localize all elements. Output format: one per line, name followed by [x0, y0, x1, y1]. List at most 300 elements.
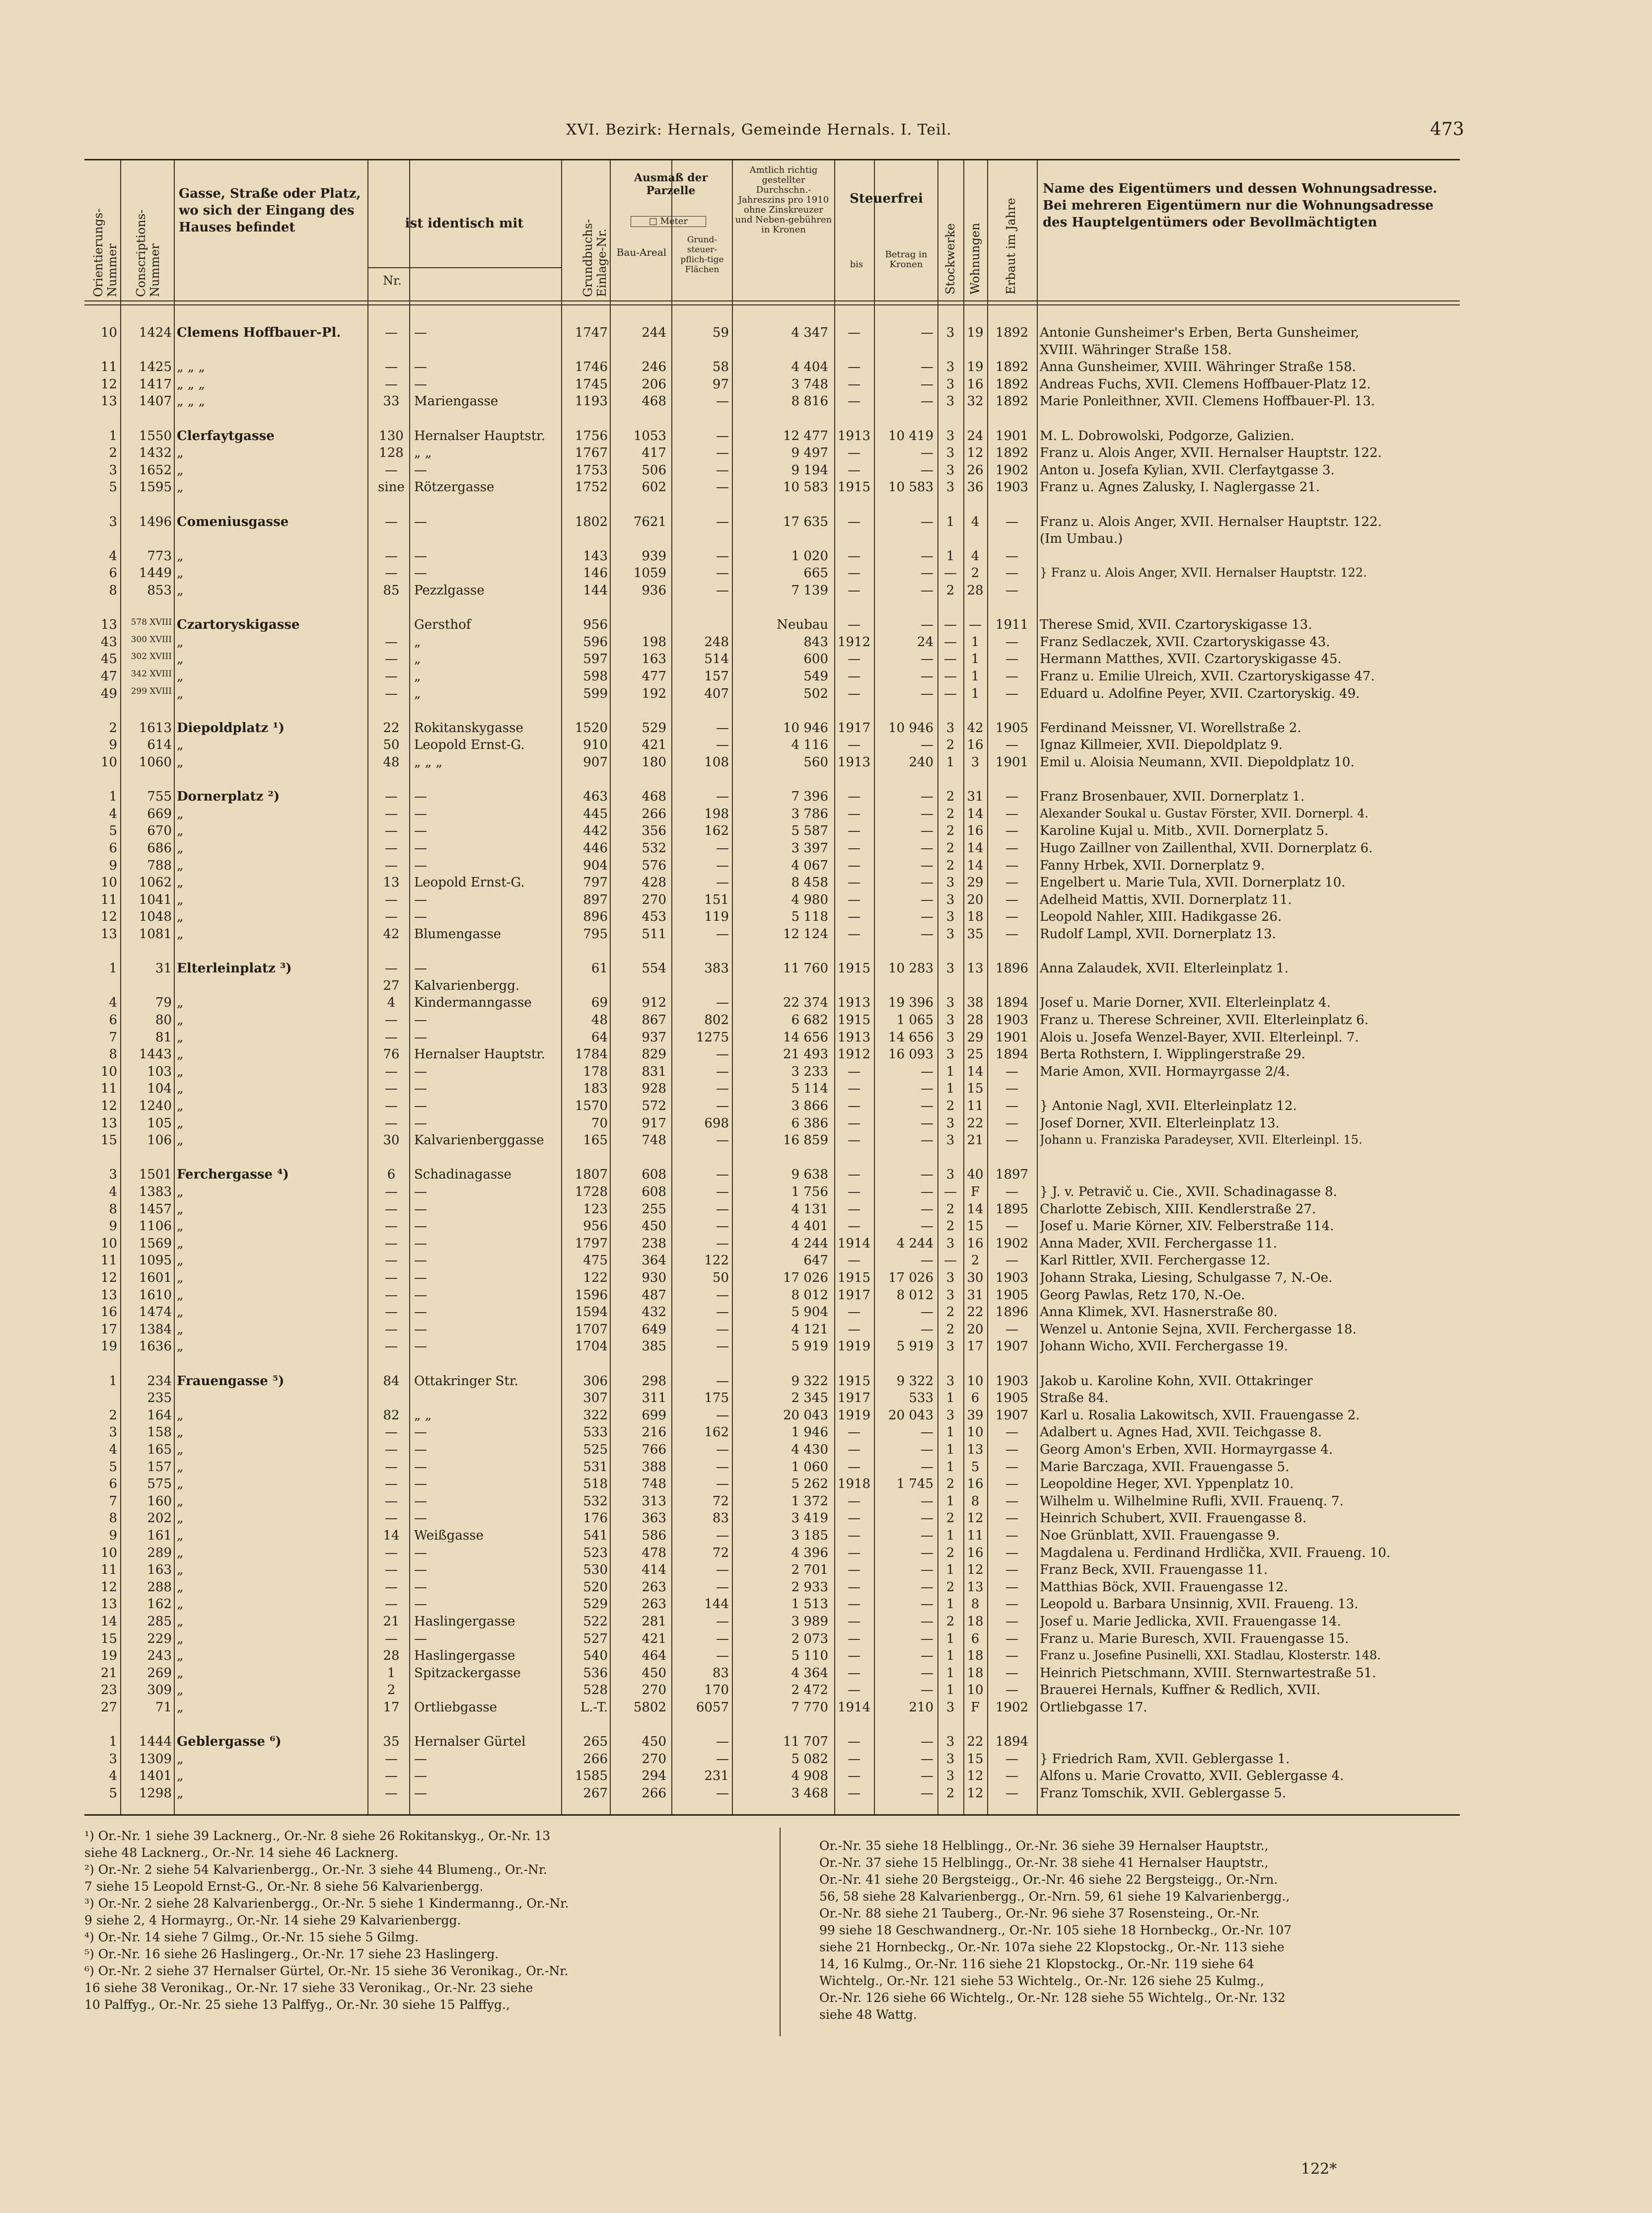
col-header-orientierung: Orientierungs-Nummer: [91, 208, 119, 297]
cell-betrag: —: [921, 1734, 934, 1750]
cell-grund: 6057: [696, 1700, 729, 1715]
cell-grundbuch: 267: [583, 1786, 608, 1801]
cell-bis: —: [848, 909, 861, 925]
cell-betrag: —: [921, 394, 934, 409]
cell-erbaut: —: [1006, 1614, 1018, 1629]
cell-nr: —: [385, 1459, 398, 1475]
cell-conscription: 1240: [139, 1099, 172, 1113]
cell-orientierung: 19: [100, 1648, 117, 1664]
cell-grundbuch: 1756: [575, 428, 608, 443]
cell-name: Josef u. Marie Körner, XIV. Felberstraße 114.: [1040, 1219, 1334, 1234]
cell-bau: 478: [642, 1545, 666, 1560]
cell-bis: —: [848, 1253, 861, 1268]
cell-bis: —: [848, 1064, 861, 1079]
cell-grund: —: [716, 428, 729, 443]
cell-erbaut: 1894: [995, 1734, 1029, 1750]
cell-stockwerke: 3: [946, 1270, 955, 1285]
cell-name: Emil u. Aloisia Neumann, XVII. Diepoldplatz 10.: [1040, 755, 1355, 770]
cell-grundbuch: 1594: [575, 1305, 608, 1320]
cell-nr: 1: [387, 1665, 396, 1681]
table-row: [84, 566, 1460, 583]
cell-erbaut: —: [1006, 669, 1018, 684]
cell-conscription: 1401: [139, 1769, 172, 1784]
cell-grund: —: [716, 394, 729, 409]
cell-bau: 270: [642, 1683, 666, 1698]
cell-bis: —: [848, 514, 861, 529]
cell-stockwerke: 3: [946, 1115, 955, 1131]
cell-bis: —: [848, 1201, 861, 1217]
cell-name: Fanny Hrbek, XVII. Dornerplatz 9.: [1040, 858, 1265, 873]
cell-stockwerke: 3: [946, 325, 955, 340]
cell-gasse: „: [177, 548, 184, 564]
cell-erbaut: —: [1006, 634, 1018, 650]
cell-nr: —: [385, 1081, 398, 1097]
register-table: [84, 159, 1460, 1816]
cell-identisch: Rokitanskygasse: [414, 720, 523, 736]
cell-conscription: 686: [147, 841, 172, 856]
table-row: [84, 1184, 1460, 1201]
cell-grund: 119: [704, 909, 729, 925]
cell-betrag: —: [921, 1751, 934, 1767]
cell-name: Franz Sedlaczek, XVII. Czartoryskigasse 43.: [1040, 634, 1330, 650]
cell-wohnungen: 4: [971, 548, 980, 564]
cell-gasse: „: [177, 686, 184, 701]
cell-conscription: 1095: [139, 1253, 172, 1268]
cell-nr: —: [385, 1562, 398, 1578]
cell-grundbuch: 307: [583, 1391, 608, 1406]
cell-wohnungen: 30: [967, 1270, 984, 1285]
cell-identisch: —: [414, 1476, 427, 1492]
cell-wohnungen: 2: [971, 1253, 980, 1268]
cell-gasse: „: [177, 806, 184, 821]
cell-wohnungen: 18: [967, 1614, 984, 1629]
cell-zins: 9 194: [791, 462, 828, 478]
cell-erbaut: 1907: [995, 1339, 1029, 1354]
cell-nr: 84: [383, 1373, 400, 1389]
cell-grund: —: [716, 1287, 729, 1303]
cell-zins: 7 139: [791, 583, 828, 598]
cell-wohnungen: 10: [967, 1425, 984, 1440]
cell-name: Antonie Gunsheimer's Erben, Berta Gunsheimer,: [1040, 325, 1360, 340]
table-row: [84, 1786, 1460, 1803]
cell-orientierung: 6: [109, 1013, 117, 1028]
cell-bis: —: [848, 1614, 861, 1629]
cell-grundbuch: 442: [583, 823, 608, 839]
table-row: [84, 1597, 1460, 1614]
cell-wohnungen: —: [969, 617, 982, 633]
cell-zins: 5 118: [791, 909, 828, 925]
cell-grund: 83: [712, 1511, 729, 1526]
cell-wohnungen: 40: [967, 1167, 984, 1182]
cell-nr: 21: [383, 1614, 400, 1629]
cell-grundbuch: 1767: [575, 445, 608, 461]
cell-name: Franz u. Alois Anger, XVII. Hernalser Hauptstr. 122.: [1040, 514, 1382, 529]
cell-identisch: —: [414, 1201, 427, 1217]
cell-bau: 364: [642, 1253, 666, 1268]
cell-orientierung: 12: [100, 1270, 117, 1285]
cell-grundbuch: 599: [583, 686, 608, 701]
cell-identisch: —: [414, 514, 427, 529]
cell-nr: 35: [383, 1734, 400, 1750]
cell-bis: —: [848, 462, 861, 478]
cell-stockwerke: 3: [946, 1013, 955, 1028]
cell-grundbuch: 306: [583, 1373, 608, 1389]
cell-stockwerke: 3: [946, 1373, 955, 1389]
cell-orientierung: 2: [109, 445, 117, 461]
cell-grundbuch: 64: [591, 1030, 608, 1045]
table-row: [84, 875, 1460, 892]
cell-orientierung: 2: [109, 1407, 117, 1423]
col-header-betrag: Betrag in Kronen: [885, 249, 928, 270]
running-header: XVI. Bezirk: Hernals, Gemeinde Hernals. I. Teil.: [566, 121, 952, 139]
cell-wohnungen: 22: [967, 1305, 984, 1320]
cell-grund: 248: [704, 634, 729, 650]
col-header-ausmass: Ausmaß der Parzelle: [634, 171, 708, 197]
cell-conscription: 1041: [139, 892, 172, 907]
cell-name: Ferdinand Meissner, VI. Worellstraße 2.: [1040, 720, 1301, 736]
cell-betrag: —: [921, 325, 934, 340]
cell-zins: 4 244: [791, 1236, 828, 1251]
cell-betrag: 5 919: [896, 1339, 934, 1354]
cell-bis: 1912: [837, 1047, 871, 1062]
cell-identisch: Ottakringer Str.: [414, 1373, 518, 1389]
cell-erbaut: —: [1006, 927, 1018, 942]
table-row: [84, 583, 1460, 600]
table-row: [84, 1202, 1460, 1219]
cell-stockwerke: 3: [946, 1030, 955, 1045]
cell-grund: —: [716, 1305, 729, 1320]
table-row: [84, 1528, 1460, 1545]
cell-orientierung: 10: [100, 1064, 117, 1079]
cell-gasse: Ferchergasse ⁴): [177, 1167, 289, 1182]
cell-wohnungen: 1: [971, 652, 980, 667]
cell-nr: —: [385, 1030, 398, 1045]
cell-bau: 699: [642, 1407, 666, 1423]
cell-zins: 17 026: [783, 1270, 828, 1285]
cell-wohnungen: 28: [967, 583, 984, 598]
cell-grund: —: [716, 1184, 729, 1199]
cell-bis: 1915: [837, 480, 871, 495]
cell-zins: 7 396: [791, 789, 828, 805]
cell-bau: 468: [642, 789, 666, 805]
cell-wohnungen: 42: [967, 720, 984, 736]
cell-bis: —: [848, 1683, 861, 1698]
cell-conscription: 853: [147, 583, 172, 598]
cell-grundbuch: 61: [591, 961, 608, 976]
cell-stockwerke: 3: [946, 1769, 955, 1784]
cell-bis: —: [848, 652, 861, 667]
cell-erbaut: —: [1006, 514, 1018, 529]
cell-orientierung: 1: [109, 961, 117, 976]
cell-erbaut: 1903: [995, 1373, 1029, 1389]
cell-betrag: —: [921, 360, 934, 375]
cell-name: Leopold u. Barbara Unsinnig, XVII. Fraueng. 13.: [1040, 1597, 1359, 1612]
cell-stockwerke: 2: [946, 1511, 955, 1526]
cell-zins: 4 396: [791, 1545, 828, 1560]
footnote-line: ¹) Or.-Nr. 1 siehe 39 Lacknerg., Or.-Nr. 8 siehe 26 Rokitanskyg., Or.-Nr. 13: [84, 1829, 551, 1843]
cell-gasse: „: [177, 1425, 184, 1440]
cell-gasse: „: [177, 892, 184, 907]
cell-wohnungen: 19: [967, 360, 984, 375]
cell-stockwerke: 2: [946, 1322, 955, 1337]
cell-identisch: Haslingergasse: [414, 1614, 515, 1629]
cell-conscription: 1636: [139, 1339, 172, 1354]
cell-zins: 665: [803, 566, 828, 581]
cell-identisch: —: [414, 789, 427, 805]
cell-bau: 748: [642, 1133, 666, 1148]
cell-bis: 1917: [837, 1287, 871, 1303]
cell-nr: —: [385, 325, 398, 340]
cell-wohnungen: 15: [967, 1219, 984, 1234]
cell-orientierung: 1: [109, 1373, 117, 1389]
cell-grundbuch: 527: [583, 1631, 608, 1646]
table-row: [84, 1562, 1460, 1579]
table-row: [84, 411, 1460, 428]
cell-identisch: —: [414, 892, 427, 907]
table-row: [84, 1270, 1460, 1287]
cell-zins: 9 497: [791, 445, 828, 461]
cell-conscription: 105: [147, 1115, 172, 1131]
cell-bau: 453: [642, 909, 666, 925]
cell-conscription: 302 XVIII: [131, 652, 172, 662]
footnote-line: ⁴) Or.-Nr. 14 siehe 7 Gilmg., Or.-Nr. 15 siehe 5 Gilmg.: [84, 1930, 419, 1944]
cell-wohnungen: 12: [967, 445, 984, 461]
cell-grundbuch: 523: [583, 1545, 608, 1560]
cell-bau: 385: [642, 1339, 666, 1354]
cell-gasse: Geblergasse ⁶): [177, 1734, 282, 1750]
cell-conscription: 755: [147, 789, 172, 805]
cell-nr: 50: [383, 738, 400, 753]
cell-erbaut: —: [1006, 1683, 1018, 1698]
cell-grundbuch: 910: [583, 738, 608, 753]
cell-gasse: „: [177, 1683, 184, 1698]
cell-zins: 4 430: [791, 1442, 828, 1457]
cell-stockwerke: 2: [946, 1219, 955, 1234]
cell-identisch: —: [414, 1236, 427, 1251]
cell-orientierung: 8: [109, 1047, 117, 1062]
cell-bis: —: [848, 1528, 861, 1543]
cell-erbaut: 1897: [995, 1167, 1029, 1182]
cell-bau: 468: [642, 394, 666, 409]
cell-bis: —: [848, 892, 861, 907]
cell-betrag: —: [921, 1683, 934, 1698]
cell-nr: —: [385, 652, 398, 667]
cell-conscription: 164: [147, 1407, 172, 1423]
cell-name: Franz Brosenbauer, XVII. Dornerplatz 1.: [1040, 789, 1305, 805]
cell-erbaut: 1905: [995, 1287, 1029, 1303]
col-header-identisch: ist identisch mit: [405, 216, 524, 231]
footnote-line: Or.-Nr. 41 siehe 20 Bergsteigg., Or.-Nr. 46 siehe 22 Bergsteigg., Or.-Nrn.: [819, 1872, 1278, 1887]
cell-stockwerke: 3: [946, 462, 955, 478]
table-row: [84, 1253, 1460, 1270]
cell-bau: 936: [642, 583, 666, 598]
cell-orientierung: 6: [109, 841, 117, 856]
table-row: [84, 1116, 1460, 1133]
cell-zins: 4 131: [791, 1201, 828, 1217]
cell-grund: 1275: [696, 1030, 729, 1045]
footnotes-left: [84, 1828, 760, 2013]
cell-erbaut: 1905: [995, 720, 1029, 736]
cell-grund: —: [716, 927, 729, 942]
cell-gasse: „: [177, 1115, 184, 1131]
cell-wohnungen: 1: [971, 634, 980, 650]
cell-gasse: „: [177, 669, 184, 684]
cell-orientierung: 15: [100, 1133, 117, 1148]
cell-nr: 130: [379, 428, 404, 443]
cell-conscription: 1432: [139, 445, 172, 461]
cell-stockwerke: 1: [946, 1081, 955, 1097]
cell-wohnungen: 11: [967, 1528, 984, 1543]
cell-nr: —: [385, 1201, 398, 1217]
cell-wohnungen: 12: [967, 1769, 984, 1784]
cell-bau: 576: [642, 858, 666, 873]
cell-orientierung: 1: [109, 1734, 117, 1750]
cell-identisch: Spitzackergasse: [414, 1665, 521, 1681]
cell-identisch: „ „ „: [414, 755, 442, 770]
cell-grundbuch: 533: [583, 1425, 608, 1440]
footnote-line: 56, 58 siehe 28 Kalvarienbergg., Or.-Nrn. 59, 61 siehe 19 Kalvarienbergg.,: [819, 1889, 1290, 1904]
cell-zins: 5 110: [791, 1648, 828, 1664]
cell-nr: 33: [383, 394, 400, 409]
footnote-line: Or.-Nr. 37 siehe 15 Helblingg., Or.-Nr. 38 siehe 41 Hernalser Hauptstr.,: [819, 1855, 1269, 1870]
cell-zins: 2 472: [791, 1683, 828, 1698]
cell-bau: 198: [642, 634, 666, 650]
cell-zins: 9 638: [791, 1167, 828, 1182]
cell-gasse: „: [177, 634, 184, 650]
cell-name: Ortliebgasse 17.: [1040, 1700, 1148, 1715]
cell-identisch: —: [414, 841, 427, 856]
cell-bau: 311: [642, 1391, 666, 1406]
cell-zins: 4 980: [791, 892, 828, 907]
cell-stockwerke: —: [944, 566, 957, 581]
cell-zins: 8 816: [791, 394, 828, 409]
cell-bis: —: [848, 394, 861, 409]
cell-bis: —: [848, 1133, 861, 1148]
cell-bau: 464: [642, 1648, 666, 1664]
cell-erbaut: 1892: [995, 376, 1029, 392]
cell-conscription: 1384: [139, 1322, 172, 1337]
cell-erbaut: —: [1006, 1786, 1018, 1801]
cell-bis: —: [848, 583, 861, 598]
cell-orientierung: 15: [100, 1631, 117, 1646]
cell-betrag: —: [921, 1528, 934, 1543]
cell-name: Anna Mader, XVII. Ferchergasse 11.: [1040, 1236, 1278, 1251]
cell-bau: 649: [642, 1322, 666, 1337]
cell-bau: 432: [642, 1305, 666, 1320]
cell-nr: —: [385, 1270, 398, 1285]
cell-name: Ignaz Killmeier, XVII. Diepoldplatz 9.: [1040, 738, 1283, 753]
footnote-line: Wichtelg., Or.-Nr. 121 siehe 53 Wichtelg., Or.-Nr. 126 siehe 25 Kulmg.,: [819, 1974, 1264, 1988]
cell-orientierung: 11: [100, 892, 117, 907]
cell-orientierung: 4: [109, 1769, 117, 1784]
cell-orientierung: 9: [109, 1219, 117, 1234]
table-row: [84, 549, 1460, 566]
cell-identisch: Weißgasse: [414, 1528, 484, 1543]
cell-wohnungen: 12: [967, 1562, 984, 1578]
table-row: [84, 1374, 1460, 1391]
cell-erbaut: —: [1006, 1459, 1018, 1475]
cell-zins: 1 020: [791, 548, 828, 564]
cell-bis: —: [848, 1511, 861, 1526]
cell-bis: 1915: [837, 1013, 871, 1028]
col-header-conscription: Conscriptions-Nummer: [134, 209, 162, 297]
cell-identisch: —: [414, 376, 427, 392]
cell-zins: 21 493: [783, 1047, 828, 1062]
cell-zins: 10 583: [783, 480, 828, 495]
cell-betrag: —: [921, 1253, 934, 1268]
cell-gasse: „: [177, 1545, 184, 1560]
cell-name: Noe Grünblatt, XVII. Frauengasse 9.: [1040, 1528, 1280, 1543]
cell-bis: 1915: [837, 1270, 871, 1285]
cell-betrag: —: [921, 1545, 934, 1560]
cell-bau: 529: [642, 720, 666, 736]
cell-stockwerke: —: [944, 1184, 957, 1199]
table-row: [84, 325, 1460, 342]
cell-wohnungen: 39: [967, 1407, 984, 1423]
cell-identisch: —: [414, 1219, 427, 1234]
footnote-line: Or.-Nr. 88 siehe 21 Tauberg., Or.-Nr. 96 siehe 37 Rosensteing., Or.-Nr.: [819, 1906, 1260, 1920]
cell-name: Johann u. Franziska Paradeyser, XVII. Elterleinpl. 15.: [1040, 1133, 1363, 1147]
cell-bis: 1917: [837, 720, 871, 736]
cell-name: Georg Amon's Erben, XVII. Hormayrgasse 4.: [1040, 1442, 1333, 1457]
cell-grund: —: [716, 1133, 729, 1148]
cell-grundbuch: 146: [583, 566, 608, 581]
cell-name: Karl Rittler, XVII. Ferchergasse 12.: [1040, 1253, 1271, 1268]
cell-grund: —: [716, 548, 729, 564]
footnote-divider: [780, 1828, 781, 2036]
cell-orientierung: 49: [100, 686, 117, 701]
table-row: [84, 1631, 1460, 1648]
cell-zins: 2 345: [791, 1391, 828, 1406]
footnote-line: siehe 21 Hornbeckg., Or.-Nr. 107a siehe 22 Klopstockg., Or.-Nr. 113 siehe: [819, 1940, 1285, 1954]
cell-gasse: „: [177, 1528, 184, 1543]
cell-grund: —: [716, 875, 729, 890]
cell-erbaut: 1903: [995, 1013, 1029, 1028]
cell-nr: 76: [383, 1047, 400, 1062]
cell-betrag: 24: [917, 634, 934, 650]
cell-bis: 1915: [837, 961, 871, 976]
cell-gasse: Comeniusgasse: [177, 514, 289, 529]
cell-zins: 6 682: [791, 1013, 828, 1028]
cell-zins: 3 185: [791, 1528, 828, 1543]
cell-orientierung: 12: [100, 1579, 117, 1595]
cell-orientierung: 4: [109, 806, 117, 821]
cell-zins: 9 322: [791, 1373, 828, 1389]
footnote-line: 7 siehe 15 Leopold Ernst-G., Or.-Nr. 8 siehe 56 Kalvarienbergg.: [84, 1879, 484, 1894]
cell-bau: 180: [642, 755, 666, 770]
cell-name: Heinrich Pietschmann, XVIII. Sternwartestraße 51.: [1040, 1665, 1376, 1681]
cell-gasse: „: [177, 1786, 184, 1801]
cell-grundbuch: 518: [583, 1476, 608, 1492]
sheet-signature: 122*: [1301, 2160, 1337, 2178]
cell-identisch: —: [414, 1493, 427, 1509]
cell-zins: 5 114: [791, 1081, 828, 1097]
cell-wohnungen: 14: [967, 806, 984, 821]
table-row: [84, 841, 1460, 858]
cell-erbaut: 1911: [995, 617, 1029, 633]
cell-identisch: —: [414, 1545, 427, 1560]
cell-grundbuch: 123: [583, 1201, 608, 1217]
cell-erbaut: 1903: [995, 480, 1029, 495]
cell-orientierung: 3: [109, 1167, 117, 1182]
cell-grund: —: [716, 1236, 729, 1251]
cell-erbaut: —: [1006, 583, 1018, 598]
cell-identisch: „: [414, 634, 421, 650]
cell-stockwerke: 3: [946, 428, 955, 443]
cell-grund: —: [716, 1648, 729, 1664]
cell-gasse: „: [177, 1442, 184, 1457]
cell-nr: 6: [387, 1167, 396, 1182]
